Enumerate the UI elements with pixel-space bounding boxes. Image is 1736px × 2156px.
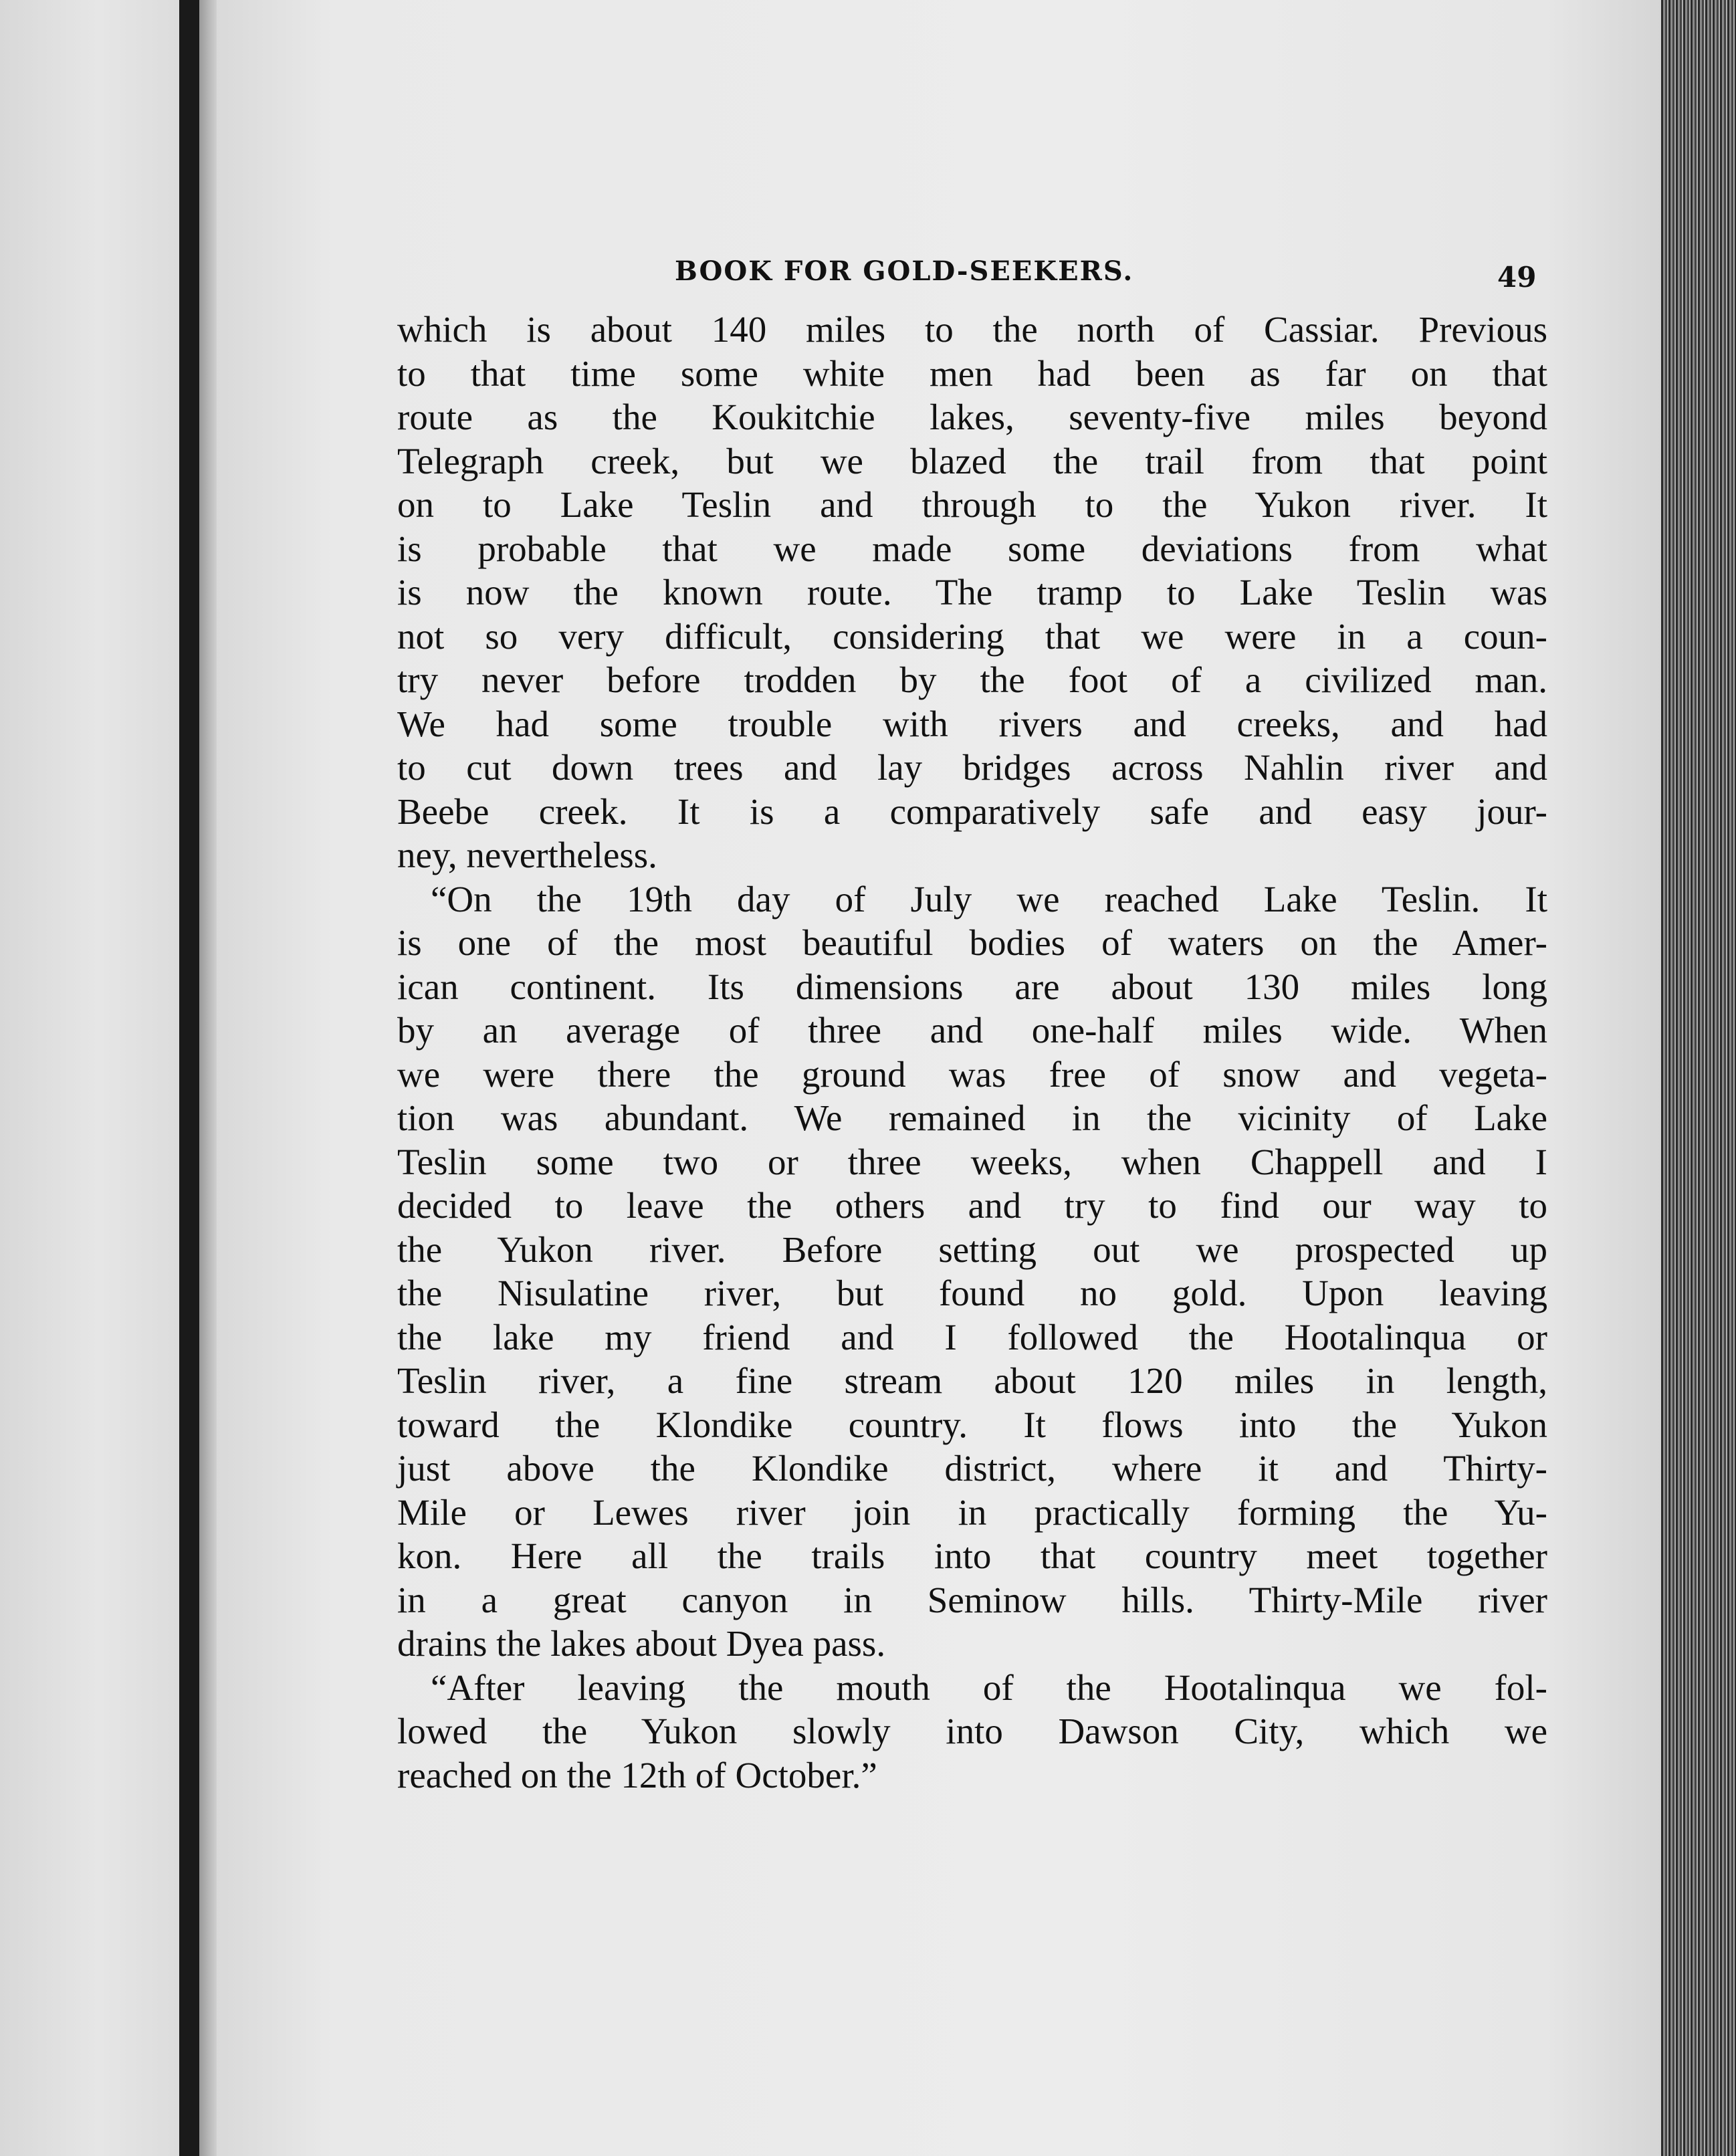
text-line: is one of the most beautiful bodies of waters on the Amer- <box>397 922 1547 963</box>
page-content <box>397 247 1547 1797</box>
text-line: Beebe creek. It is a comparatively safe and easy jour- <box>397 790 1547 832</box>
page-header <box>397 247 1547 308</box>
text-line: We had some trouble with rivers and creeks, and had <box>397 703 1547 744</box>
text-line: is now the known route. The tramp to Lake Teslin was <box>397 572 1547 613</box>
text-line: to that time some white men had been as far on that <box>397 352 1547 394</box>
book-gutter <box>179 0 199 2156</box>
text-line: by an average of three and one-half miles wide. When <box>397 1010 1547 1051</box>
running-head: BOOK FOR GOLD-SEEKERS. <box>675 255 1134 287</box>
text-line: is probable that we made some deviations from what <box>397 528 1547 569</box>
book-page <box>217 0 1661 2156</box>
text-line: “On the 19th day of July we reached Lake Teslin. It <box>431 878 1547 920</box>
body-text <box>397 308 1547 1797</box>
text-line: kon. Here all the trails into that country meet together <box>397 1535 1547 1576</box>
text-line: Teslin river, a fine stream about 120 miles in length, <box>397 1360 1547 1401</box>
text-line: on to Lake Teslin and through to the Yukon river. It <box>397 484 1547 525</box>
text-line: which is about 140 miles to the north of Cassiar. Previous <box>397 309 1547 350</box>
text-line: the Nisulatine river, but found no gold. Upon leaving <box>397 1273 1547 1313</box>
text-line: “After leaving the mouth of the Hootalinqua we fol- <box>431 1666 1547 1708</box>
text-line: not so very difficult, considering that we were in a coun- <box>397 615 1547 657</box>
text-line: route as the Koukitchie lakes, seventy-five miles beyond <box>397 397 1547 437</box>
text-line: the Yukon river. Before setting out we prospected up <box>397 1228 1547 1270</box>
text-line: just above the Klondike district, where it and Thirty- <box>397 1448 1547 1489</box>
paragraph-2 <box>397 877 1547 1666</box>
text-line: decided to leave the others and try to find our way to <box>397 1185 1547 1226</box>
text-line: Mile or Lewes river join in practically forming the Yu- <box>397 1491 1547 1533</box>
text-line: reached on the 12th of October.” <box>397 1754 877 1796</box>
text-line: to cut down trees and lay bridges across Nahlin river and <box>397 747 1547 788</box>
text-line: in a great canyon in Seminow hills. Thirty-Mile river <box>397 1579 1547 1620</box>
text-line: the lake my friend and I followed the Hootalinqua or <box>397 1316 1547 1358</box>
text-line: toward the Klondike country. It flows into the Yukon <box>397 1404 1547 1445</box>
text-line: Telegraph creek, but we blazed the trail from that point <box>397 440 1547 481</box>
gutter-shadow <box>199 0 217 2156</box>
text-line: lowed the Yukon slowly into Dawson City, which we <box>397 1711 1547 1751</box>
text-line: ney, nevertheless. <box>397 835 657 875</box>
text-line: we were there the ground was free of snow and vegeta- <box>397 1053 1547 1095</box>
paragraph-1 <box>397 308 1547 877</box>
book-fore-edge <box>1661 0 1736 2156</box>
facing-page-edge <box>0 0 179 2156</box>
text-line: Teslin some two or three weeks, when Chappell and I <box>397 1141 1547 1182</box>
page-number: 49 <box>1497 261 1537 294</box>
text-line: ican continent. Its dimensions are about 130 miles long <box>397 966 1547 1007</box>
text-line: tion was abundant. We remained in the vicinity of Lake <box>397 1097 1547 1138</box>
text-line: try never before trodden by the foot of a civilized man. <box>397 659 1547 700</box>
paragraph-3 <box>397 1666 1547 1798</box>
text-line: drains the lakes about Dyea pass. <box>397 1623 886 1664</box>
